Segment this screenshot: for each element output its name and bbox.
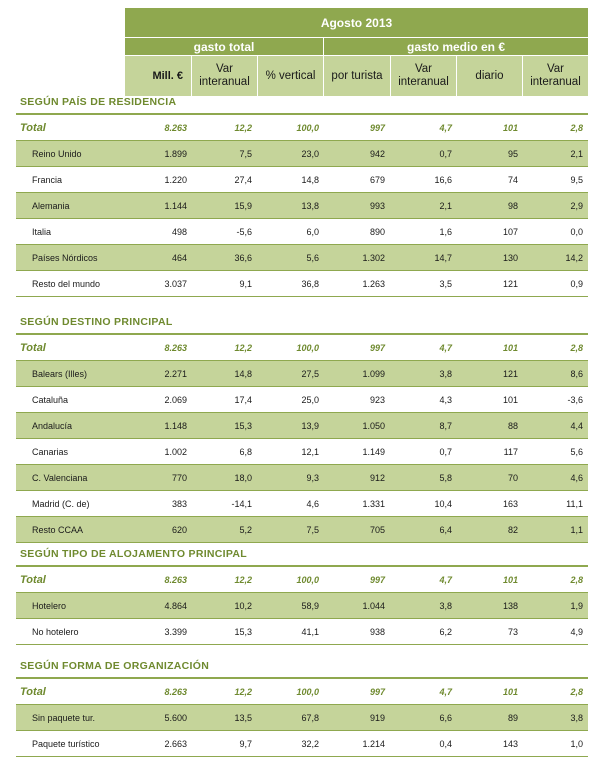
table-cell: 1.263 xyxy=(362,278,385,289)
table-cell: 464 xyxy=(171,252,187,263)
table-cell: 8,6 xyxy=(570,368,583,379)
table-cell: 101 xyxy=(502,574,518,585)
column-header-diario: diario xyxy=(457,56,522,96)
table-cell: 27,5 xyxy=(301,368,319,379)
table-cell: 0,9 xyxy=(570,278,583,289)
row-label: Canarias xyxy=(32,446,69,457)
table-cell: 101 xyxy=(502,342,518,353)
table-row xyxy=(16,619,588,644)
table-cell: 67,8 xyxy=(301,712,319,723)
total-row xyxy=(16,115,588,140)
table-cell: 100,0 xyxy=(296,342,319,353)
table-cell: 7,5 xyxy=(239,148,252,159)
table-cell: 143 xyxy=(502,738,518,749)
table-cell: 1,1 xyxy=(570,524,583,535)
table-cell: 1.044 xyxy=(362,600,385,611)
table-cell: 16,6 xyxy=(434,174,452,185)
table-cell: 8,7 xyxy=(439,420,452,431)
table-cell: 1,9 xyxy=(570,600,583,611)
table-cell: 997 xyxy=(369,686,385,697)
table-cell: 2.271 xyxy=(164,368,187,379)
section-title: SEGÚN TIPO DE ALOJAMENTO PRINCIPAL xyxy=(20,548,248,560)
table-cell: 9,1 xyxy=(239,278,252,289)
table-cell: 912 xyxy=(369,472,385,483)
table-cell: 919 xyxy=(369,712,385,723)
table-cell: 100,0 xyxy=(296,686,319,697)
table-cell: 8.263 xyxy=(164,686,187,697)
table-cell: 2.069 xyxy=(164,394,187,405)
table-cell: 12,2 xyxy=(234,574,252,585)
table-cell: 498 xyxy=(171,226,187,237)
table-cell: 679 xyxy=(369,174,385,185)
table-cell: 70 xyxy=(507,472,518,483)
section-title: SEGÚN DESTINO PRINCIPAL xyxy=(20,316,173,328)
row-label: Balears (Illes) xyxy=(32,368,88,379)
table-cell: 5,8 xyxy=(439,472,452,483)
table-cell: 942 xyxy=(369,148,385,159)
section-title: SEGÚN PAÍS DE RESIDENCIA xyxy=(20,96,177,108)
group-header-gasto-medio: gasto medio en € xyxy=(324,38,588,55)
table-cell: 25,0 xyxy=(301,394,319,405)
row-label: Total xyxy=(20,685,46,698)
table-cell: 27,4 xyxy=(234,174,252,185)
row-label: Cataluña xyxy=(32,394,69,405)
table-cell: 3.399 xyxy=(164,626,187,637)
table-cell: 101 xyxy=(502,686,518,697)
table-cell: 8.263 xyxy=(164,574,187,585)
table-cell: 3,8 xyxy=(570,712,583,723)
total-row xyxy=(16,567,588,592)
row-label: C. Valenciana xyxy=(32,472,88,483)
table-cell: 6,6 xyxy=(439,712,452,723)
table-cell: 1.214 xyxy=(362,738,385,749)
table-cell: 0,7 xyxy=(439,148,452,159)
table-row xyxy=(16,517,588,542)
column-header-por-turista: por turista xyxy=(324,56,390,96)
table-cell: 36,6 xyxy=(234,252,252,263)
table-row xyxy=(16,491,588,516)
table-cell: 923 xyxy=(369,394,385,405)
table-cell: 12,2 xyxy=(234,686,252,697)
table-cell: 117 xyxy=(503,446,518,457)
table-cell: 1.331 xyxy=(362,498,385,509)
table-cell: 15,3 xyxy=(234,420,252,431)
table-cell: 100,0 xyxy=(296,574,319,585)
table-cell: 620 xyxy=(171,524,187,535)
table-cell: 0,7 xyxy=(439,446,452,457)
row-label: Sin paquete tur. xyxy=(32,712,96,723)
table-cell: 14,8 xyxy=(234,368,252,379)
table-cell: 10,4 xyxy=(434,498,452,509)
row-label: Total xyxy=(20,573,46,586)
table-cell: 6,0 xyxy=(306,226,319,237)
table-cell: 88 xyxy=(507,420,518,431)
table-cell: 997 xyxy=(369,342,385,353)
table-cell: 15,3 xyxy=(234,626,252,637)
table-row xyxy=(16,439,588,464)
table-cell: 1.220 xyxy=(164,174,187,185)
row-label: Italia xyxy=(32,226,52,237)
table-cell: 770 xyxy=(171,472,187,483)
table-cell: 1,0 xyxy=(570,738,583,749)
table-cell: 3.037 xyxy=(164,278,187,289)
table-cell: 4,9 xyxy=(570,626,583,637)
column-header-var-interanual-total: Var interanual xyxy=(192,56,257,96)
table-cell: 1.002 xyxy=(164,446,187,457)
table-cell: 0,0 xyxy=(570,226,583,237)
table-cell: 2,9 xyxy=(570,200,583,211)
table-cell: 9,5 xyxy=(570,174,583,185)
row-label: Total xyxy=(20,121,46,134)
column-header-var-interanual-turista: Var interanual xyxy=(391,56,456,96)
table-cell: -3,6 xyxy=(567,394,583,405)
row-label: Alemania xyxy=(32,200,70,211)
table-cell: 1,6 xyxy=(439,226,452,237)
table-cell: 36,8 xyxy=(301,278,319,289)
table-cell: 101 xyxy=(502,394,518,405)
table-cell: 3,8 xyxy=(439,368,452,379)
table-row xyxy=(16,219,588,244)
row-label: Países Nórdicos xyxy=(32,252,98,263)
row-label: Andalucía xyxy=(32,420,73,431)
table-cell: 121 xyxy=(502,368,518,379)
table-cell: 15,9 xyxy=(234,200,252,211)
row-label: Paquete turístico xyxy=(32,738,100,749)
table-cell: 8.263 xyxy=(164,342,187,353)
table-row xyxy=(16,193,588,218)
table-row xyxy=(16,387,588,412)
table-cell: 12,2 xyxy=(234,342,252,353)
table-row xyxy=(16,413,588,438)
table-cell: 3,5 xyxy=(439,278,452,289)
table-cell: 74 xyxy=(507,174,518,185)
table-cell: 1.148 xyxy=(164,420,187,431)
table-cell: 73 xyxy=(507,626,518,637)
table-cell: 2,1 xyxy=(439,200,452,211)
table-cell: 138 xyxy=(502,600,518,611)
table-cell: 58,9 xyxy=(301,600,319,611)
table-cell: 6,4 xyxy=(439,524,452,535)
table-cell: 3,8 xyxy=(439,600,452,611)
table-cell: 993 xyxy=(369,200,385,211)
table-cell: 13,5 xyxy=(234,712,252,723)
table-cell: 9,3 xyxy=(306,472,319,483)
table-cell: 130 xyxy=(502,252,518,263)
table-cell: 5,6 xyxy=(306,252,319,263)
table-row xyxy=(16,271,588,296)
table-cell: 6,8 xyxy=(239,446,252,457)
table-cell: 2,8 xyxy=(570,122,583,133)
total-row xyxy=(16,335,588,360)
row-label: Reino Unido xyxy=(32,148,82,159)
table-cell: 4,3 xyxy=(439,394,452,405)
row-label: No hotelero xyxy=(32,626,79,637)
table-cell: 23,0 xyxy=(301,148,319,159)
table-cell: 10,2 xyxy=(234,600,252,611)
table-cell: 4,7 xyxy=(439,686,452,697)
table-cell: 4,7 xyxy=(439,574,452,585)
table-row xyxy=(16,731,588,756)
table-cell: 1.302 xyxy=(362,252,385,263)
table-cell: 2.663 xyxy=(164,738,187,749)
table-cell: 890 xyxy=(369,226,385,237)
row-divider xyxy=(16,756,588,757)
table-cell: 4,4 xyxy=(570,420,583,431)
table-cell: 100,0 xyxy=(296,122,319,133)
row-divider xyxy=(16,644,588,645)
table-cell: 997 xyxy=(369,574,385,585)
table-cell: 32,2 xyxy=(301,738,319,749)
table-cell: 14,8 xyxy=(301,174,319,185)
table-cell: 121 xyxy=(502,278,518,289)
table-cell: 5,2 xyxy=(239,524,252,535)
section-title: SEGÚN FORMA DE ORGANIZACIÓN xyxy=(20,660,210,672)
table-cell: 12,2 xyxy=(234,122,252,133)
row-divider xyxy=(16,542,588,543)
table-row xyxy=(16,245,588,270)
table-cell: 2,8 xyxy=(570,342,583,353)
table-cell: 383 xyxy=(171,498,187,509)
table-cell: 1.050 xyxy=(362,420,385,431)
table-cell: 101 xyxy=(502,122,518,133)
table-cell: 7,5 xyxy=(306,524,319,535)
table-cell: 8.263 xyxy=(164,122,187,133)
table-cell: 4,6 xyxy=(306,498,319,509)
table-cell: 4.864 xyxy=(164,600,187,611)
row-label: Resto CCAA xyxy=(32,524,84,535)
table-cell: 13,9 xyxy=(301,420,319,431)
table-cell: 41,1 xyxy=(301,626,319,637)
table-cell: 4,7 xyxy=(439,342,452,353)
table-cell: 5.600 xyxy=(164,712,187,723)
table-cell: 13,8 xyxy=(301,200,319,211)
table-row xyxy=(16,465,588,490)
table-cell: 163 xyxy=(502,498,518,509)
table-cell: 14,7 xyxy=(434,252,452,263)
table-cell: 14,2 xyxy=(565,252,583,263)
row-label: Hotelero xyxy=(32,600,67,611)
table-cell: -5,6 xyxy=(236,226,252,237)
table-cell: 997 xyxy=(369,122,385,133)
table-cell: 95 xyxy=(507,148,518,159)
table-cell: 9,7 xyxy=(239,738,252,749)
table-cell: 1.099 xyxy=(362,368,385,379)
table-title: Agosto 2013 xyxy=(125,8,588,37)
table-row xyxy=(16,361,588,386)
column-header-var-interanual-diario: Var interanual xyxy=(523,56,588,96)
table-cell: 98 xyxy=(507,200,518,211)
row-divider xyxy=(16,296,588,297)
table-row xyxy=(16,167,588,192)
table-cell: 2,8 xyxy=(570,686,583,697)
row-label: Total xyxy=(20,341,46,354)
table-row xyxy=(16,705,588,730)
table-cell: 4,6 xyxy=(570,472,583,483)
table-cell: 12,1 xyxy=(301,446,319,457)
column-header-pct-vertical: % vertical xyxy=(258,56,323,96)
row-label: Madrid (C. de) xyxy=(32,498,90,509)
table-cell: 107 xyxy=(502,226,518,237)
table-cell: 89 xyxy=(507,712,518,723)
table-cell: 2,1 xyxy=(570,148,583,159)
table-cell: 82 xyxy=(507,524,518,535)
table-cell: 18,0 xyxy=(234,472,252,483)
table-cell: 705 xyxy=(369,524,385,535)
row-label: Resto del mundo xyxy=(32,278,101,289)
table-cell: 1.899 xyxy=(164,148,187,159)
table-cell: 4,7 xyxy=(439,122,452,133)
table-cell: -14,1 xyxy=(231,498,252,509)
table-row xyxy=(16,593,588,618)
table-cell: 0,4 xyxy=(439,738,452,749)
row-label: Francia xyxy=(32,174,63,185)
table-cell: 2,8 xyxy=(570,574,583,585)
table-cell: 1.149 xyxy=(362,446,385,457)
table-cell: 6,2 xyxy=(439,626,452,637)
table-cell: 5,6 xyxy=(570,446,583,457)
total-row xyxy=(16,679,588,704)
group-header-gasto-total: gasto total xyxy=(125,38,323,55)
table-row xyxy=(16,141,588,166)
table-cell: 1.144 xyxy=(164,200,187,211)
table-cell: 11,1 xyxy=(566,498,583,509)
column-header-mill: Mill. € xyxy=(125,56,191,96)
table-cell: 17,4 xyxy=(234,394,252,405)
table-cell: 938 xyxy=(369,626,385,637)
